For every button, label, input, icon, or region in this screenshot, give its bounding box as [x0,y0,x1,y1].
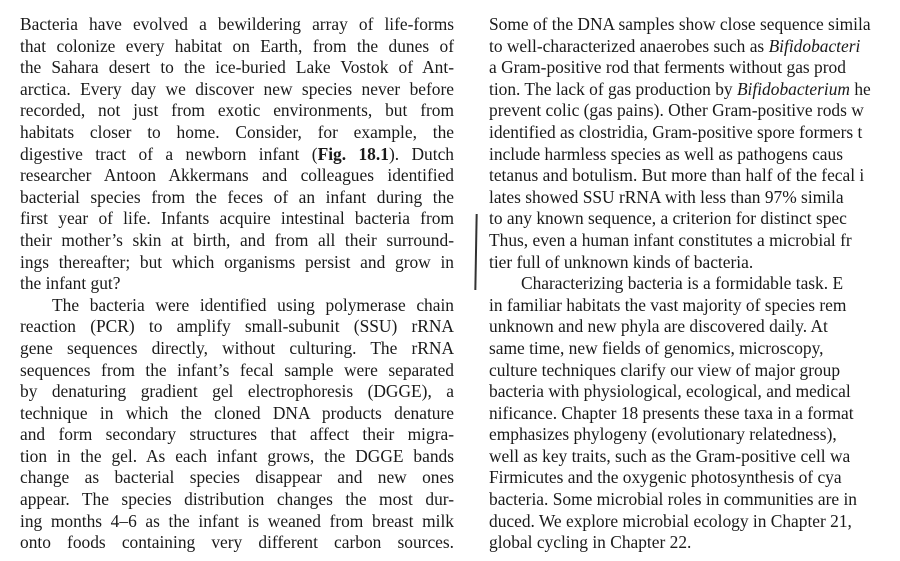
text-line: lates showed SSU rRNA with less than 97% simila [489,186,844,207]
text-line: ings thereafter; but which organisms persist and grow in [20,251,454,272]
text-line: bacteria. Some microbial roles in communities are in [489,489,857,510]
text-line: arctica. Every day we discover new species never before [20,78,454,99]
text-line: Some of the DNA samples show close sequence simila [489,14,871,34]
text-line: bacterial species from the feces of an infant during the [20,186,454,207]
text-line: sequences from the infant’s fecal sample were separated [20,359,454,380]
text-line: Thus, even a human infant constitutes a microbial fr [489,229,852,250]
text-line: first year of life. Infants acquire intestinal bacteria from [20,208,454,229]
paragraph-start-line: Characterizing bacteria is a formidable task. E [521,273,844,294]
text-line: same time, new fields of genomics, microscopy, [489,337,824,358]
text-line: in familiar habitats the vast majority of species rem [489,294,847,315]
text-line: unknown and new phyla are discovered daily. At [489,316,828,337]
text-line: habitats closer to home. Consider, for example, the [20,121,454,142]
text-line-fig-ref: digestive tract of a newborn infant (Fig. 18.1). Dutch [20,143,454,164]
text-line: tion. The lack of gas production by Bifidobacterium he [489,78,871,99]
figure-reference: Fig. 18.1 [317,143,389,164]
text-line: by denaturing gradient gel electrophoresis (DGGE), a [20,381,454,402]
text-line: duced. We explore microbial ecology in Chapter 21, [489,510,852,531]
text-line: ing months 4–6 as the infant is weaned from breast milk [20,510,454,531]
text-line: global cycling in Chapter 22. [489,532,692,553]
genus-name: Bifidobacterium [736,78,850,99]
text-line: onto foods containing very different carbon sources. [20,532,454,553]
text-line: Bacteria have evolved a bewildering array of life-forms [20,14,454,34]
text-line: that colonize every habitat on Earth, from the dunes of [20,35,454,56]
text-line: tier full of unknown kinds of bacteria. [489,251,754,272]
text-line: tion in the gel. As each infant grows, the DGGE bands [20,445,454,466]
text-line: appear. The species distribution changes the most dur- [20,489,454,510]
text-line: gene sequences directly, without culturing. The rRNA [20,337,454,358]
text-line: include harmless species as well as pathogens caus [489,143,843,164]
text-line: the Sahara desert to the ice-buried Lake Vostok of Ant- [20,57,454,78]
text-line: researcher Antoon Akkermans and colleagues identified [20,165,454,186]
text-line: culture techniques clarify our view of major group [489,359,841,380]
text-line: their mother’s skin at birth, and from all their surround- [20,229,454,250]
text-line: to any known sequence, a criterion for distinct spec [489,208,847,229]
text-line: technique in which the cloned DNA products denature [20,402,454,423]
text-line: prevent colic (gas pains). Other Gram-positive rods w [489,100,864,121]
text-line: change as bacterial species disappear and new ones [20,467,454,488]
text-line: Firmicutes and the oxygenic photosynthesis of cya [489,467,842,488]
text-line: nificance. Chapter 18 presents these taxa in a format [489,402,854,423]
left-text-column [20,14,454,554]
paragraph-start-line: The bacteria were identified using polymerase chain [52,294,454,315]
text-line: identified as clostridia, Gram-positive spore formers t [489,121,863,142]
text-line: emphasizes phylogeny (evolutionary relatedness), [489,424,837,445]
text-line: to well-characterized anaerobes such as Bifidobacteri [489,35,861,56]
text-line: bacteria with physiological, ecological, and medical [489,381,851,402]
text-line: recorded, not just from exotic environments, but from [20,100,454,121]
text-line: reaction (PCR) to amplify small-subunit (SSU) rRNA [20,316,454,337]
genus-name: Bifidobacteri [768,35,861,56]
text-line: and form secondary structures that affect their migra- [20,424,454,445]
right-text-column [489,14,900,554]
text-line: the infant gut? [20,273,121,294]
text-line: tetanus and botulism. But more than half of the fecal i [489,165,865,186]
margin-pen-mark [474,214,477,290]
text-line: well as key traits, such as the Gram-positive cell wa [489,445,851,466]
text-line: a Gram-positive rod that ferments without gas prod [489,57,846,78]
